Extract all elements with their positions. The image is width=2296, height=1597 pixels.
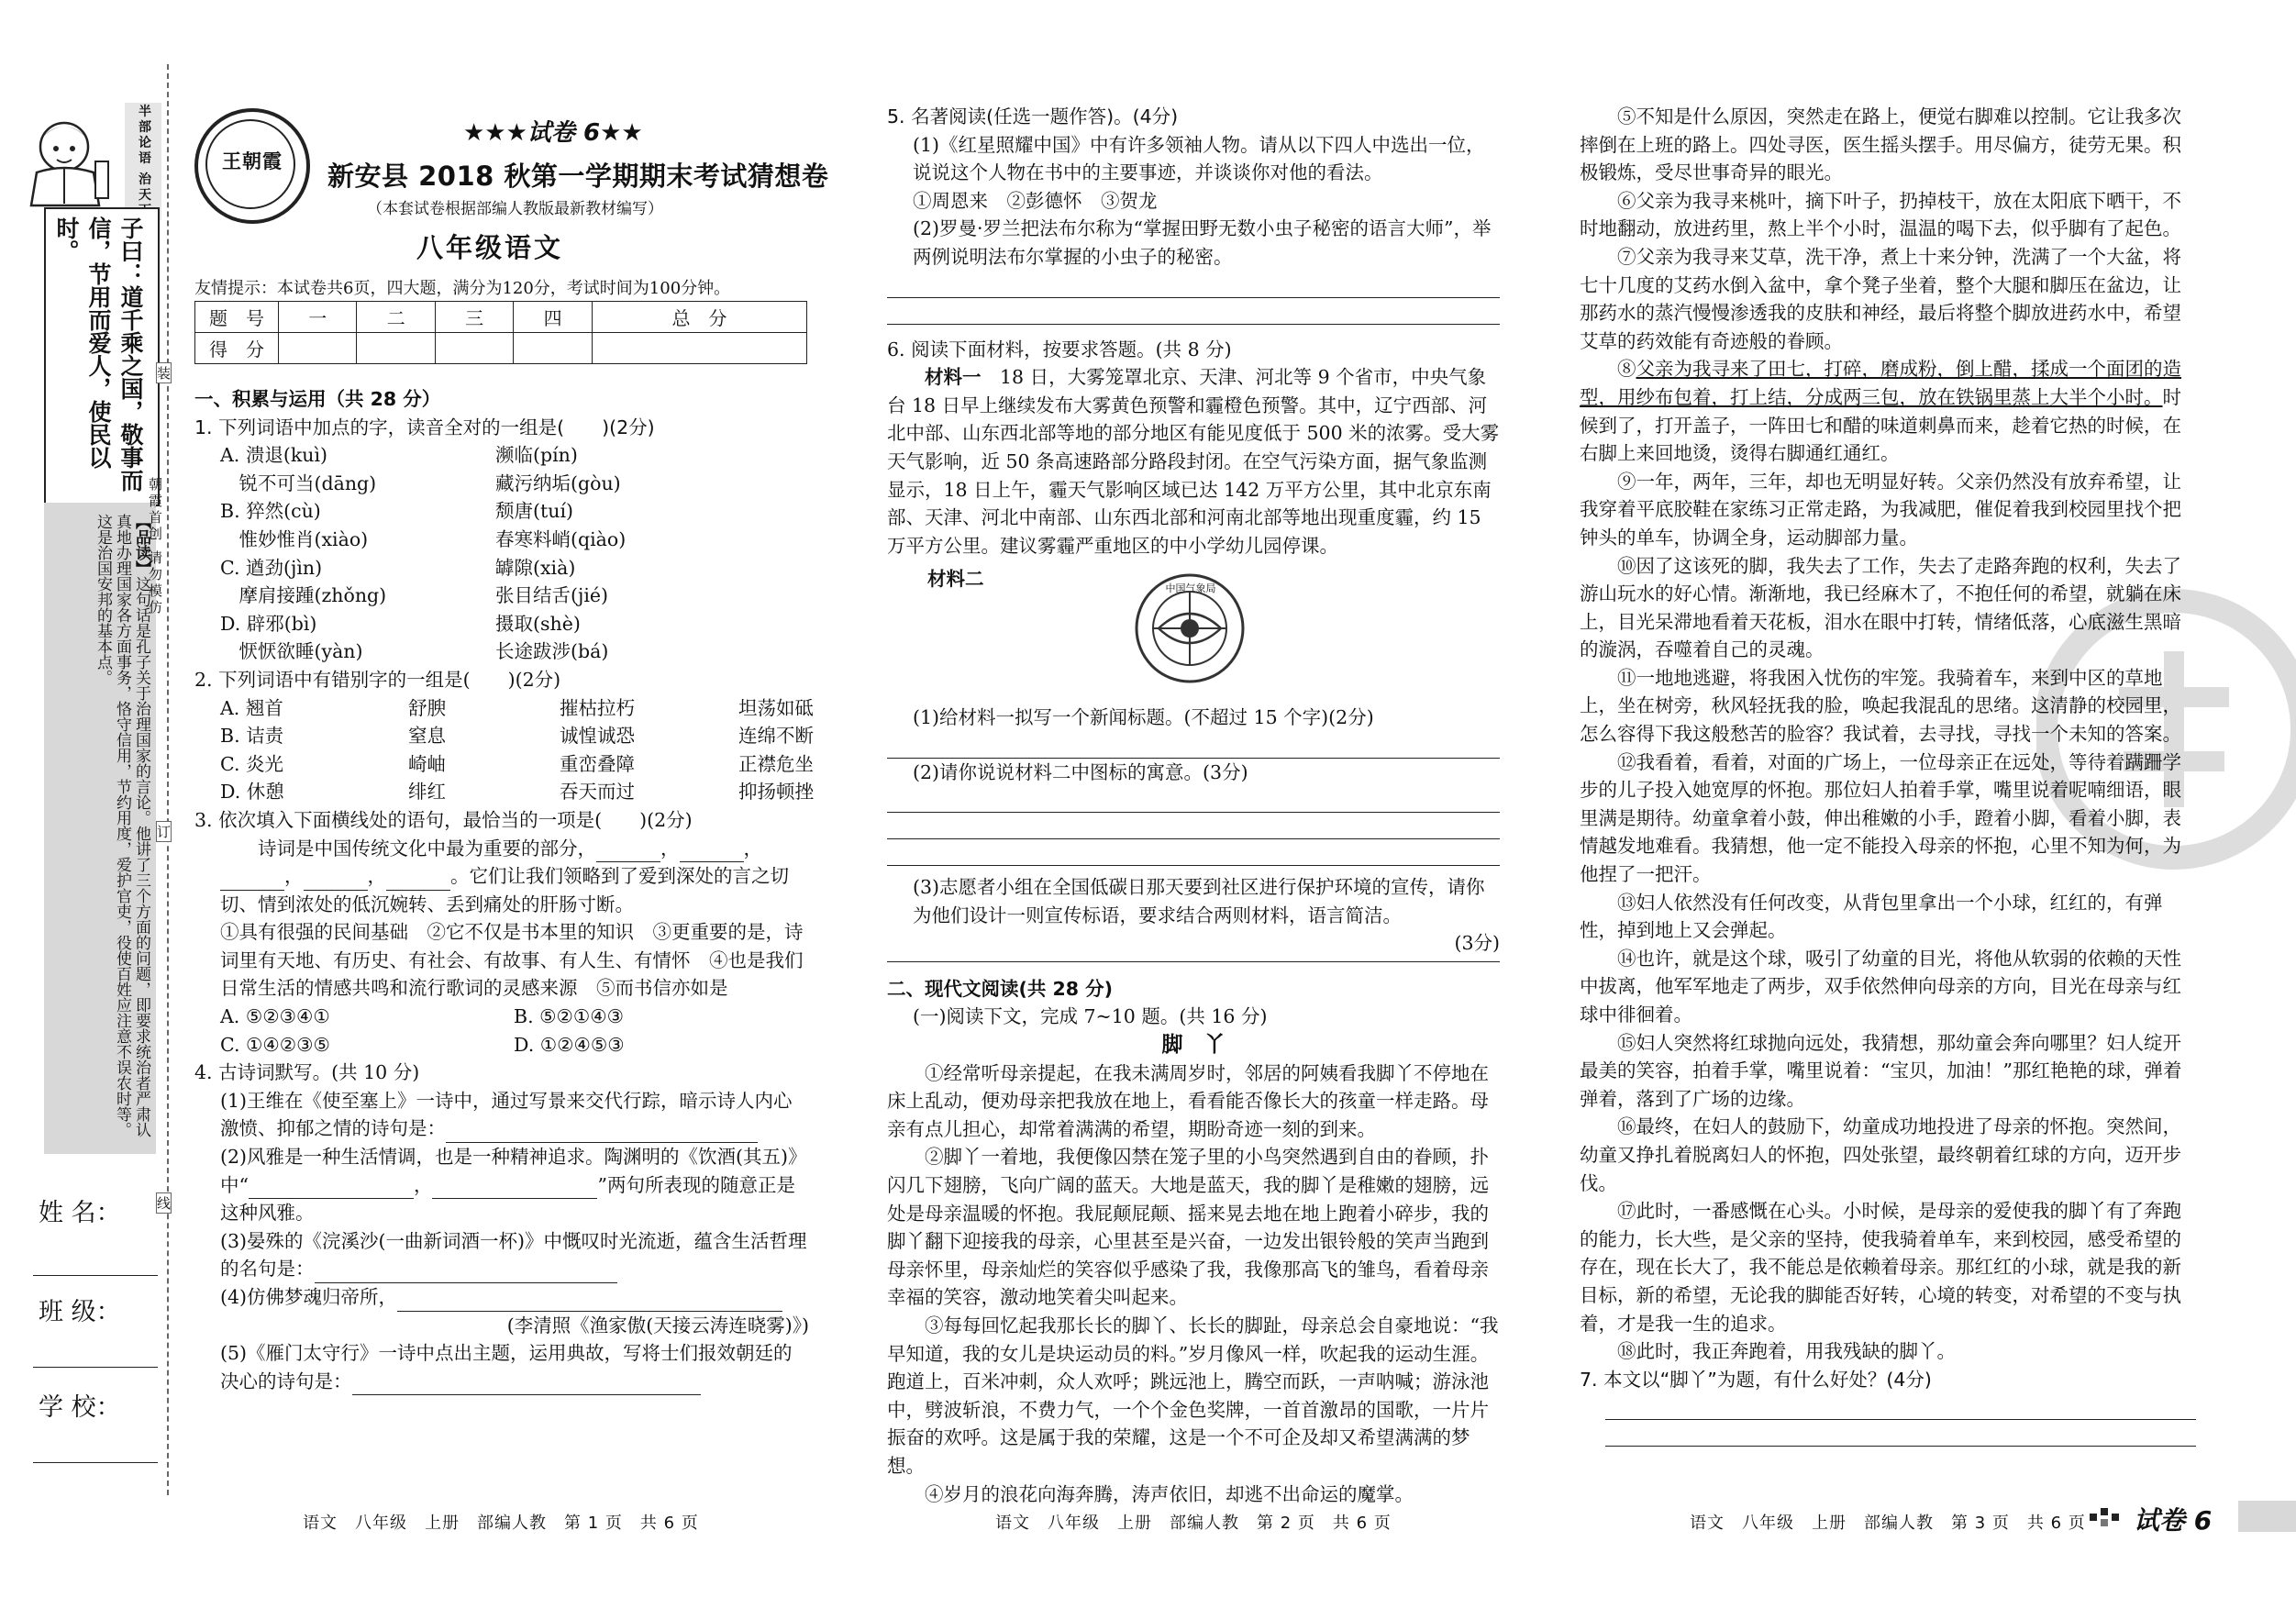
column-2: 5. 名著阅读(任选一题作答)。(4分) (1)《红星照耀中国》中有许多领袖人物。请从以下四人中选出一位，说说这个人物在书中的主要事迹，并谈谈你对他的看法。 ①周恩来 ②彭德怀 ③贺龙 (2)罗曼·罗兰把法布尔称为“掌握田野无数小虫子秘密的语言大师”，举两例说明法布尔掌握的小虫子的秘密。 6. 阅读下面材料，按要求答题。(共 8 分) 材料一 18 日，大雾笼罩北京、天津、河北等 9 个省市，中央气象台 18 日早上继续发布大雾黄色预警和霾橙色预警。其中，辽宁西部、河北中部、山东西北部等地的部分地区有能见度低于 500 米的浓雾。受大雾天气影响，近 50 条高速路部分路段封闭。在空气污染方面，据气象监测显示，18 日上午，霾天气影响区域已达 142 万平方公里，其中北京东南部、天津、河北中南部、山东西北部和河南北部等地出现重度霾，约 15 万平方公里。建议雾霾严重地区的中小学幼儿园停课。 材料二 中国气象局 (1)给材料一拟写一个新闻标题。(不超过 15 个字)(2分) (2)请你说说材料二中图标的寓意。(3分) (3)志愿者小组在全国低碳日那天要到社区进行保护环境的宣传，请你为他们设计一则宣传标语，要求结合两则材料，语言简洁。 (3分) 二、现代文阅读(共 28 分) (一)阅读下文，完成 7~10 题。(共 16 分) 脚 丫 ①经常听母亲提起，在我未满周岁时，邻居的阿姨看我脚丫不停地在床上乱动，便劝母亲把我放在地上，看看能否像长大的孩童一样走路。母亲有点儿担心，却常着满满的希望，期盼奇迹一刻的到来。 ②脚丫一着地，我便像囚禁在笼子里的小鸟突然遇到自由的眷顾，扑闪几下翅膀，飞向广阔的蓝天。大地是蓝天，我的脚丫是稚嫩的翅膀，远处是母亲温暖的怀抱。我屁颠屁颠、摇来晃去地在地上跑着小碎步，我的脚丫翻下迎接我的母亲，心里甚至是兴奋，一边发出银铃般的笑声当跑到母亲怀里，母亲灿烂的笑容似乎感染了我，我像那高飞的雏鸟，看着母亲幸福的笑容，激动地笑着尖叫起来。 ③每每回忆起我那长长的脚丫、长长的脚趾，母亲总会自豪地说：“我早知道，我的女儿是块运动员的料。”岁月像风一样，吹起我的运动生涯。跑道上，百米冲刺，众人欢呼；跳远池上，腾空而跃，一声呐喊；游泳池中，劈波斩浪，不费力气，一个个金色奖牌，一首首激昂的国歌，一片片振奋的欢呼。这是属于我的荣耀，这是一个不可企及却又希望满满的梦想。 ④岁月的浪花向海奔腾，涛声依旧，却逃不出命运的魔掌。 <box>887 103 1500 1508</box>
column-3: ⑤不知是什么原因，突然走在路上，便觉右脚难以控制。它让我多次摔倒在上班的路上。四处寻医，医生摇头摆手。用尽偏方，徒劳无果。积极锻炼，受尽世事奇异的眼光。 ⑥父亲为我寻来桃叶，摘下叶子，扔掉枝干，放在太阳底下晒干，不时地翻动，放进药里，熬上半个小时，温温的喝下去，似乎脚有了起色。 ⑦父亲为我寻来艾草，洗干净，煮上十来分钟，洗满了一个大盆，将七十几度的艾药水倒入盆中，拿个凳子坐着，整个大腿和脚压在盆边，让那药水的蒸汽慢慢渗透我的皮肤和神经，最后将整个脚放进药水中，希望艾草的药效能有奇迹般的眷顾。 ⑧父亲为我寻来了田七，打碎，磨成粉，倒上醋，揉成一个面团的造型，用纱布包着，打上结，分成两三包，放在铁锅里蒸上大半个小时。时候到了，打开盖子，一阵田七和醋的味道刺鼻而来，趁着它热的时候，在右脚上来回地烫，烫得右脚通红通红。 ⑨一年，两年，三年，却也无明显好转。父亲仍然没有放弃希望，让我穿着平底胶鞋在家练习正常走路，为我减肥，催促着我到校园里找个把钟头的单车，协调全身，运动脚部力量。 ⑩因了这该死的脚，我失去了工作，失去了走路奔跑的权利，失去了游山玩水的好心情。渐渐地，我已经麻木了，不抱任何的希望，就躺在床上，目光呆滞地看着天花板，泪水在眼中打转，情绪低落，心底滋生黑暗的漩涡，吞噬着自己的灵魂。 ⑪一地地逃避，将我困入忧伤的牢笼。我骑着车，来到中区的草地上，坐在树旁，秋风轻抚我的脸，唤起我混乱的思绪。这清静的校园里，怎么容得下我这般愁苦的脸容？我试着，去寻找，寻找一个未知的答案。 ⑫我看着，看着，对面的广场上，一位母亲正在远处，等待着蹒跚学步的儿子投入她宽厚的怀抱。那位妇人拍着手掌，嘴里说着呢喃细语，眼里满是期待。幼童拿着小鼓，伸出稚嫩的小手，蹬着小脚，看着小脚，表情越发地难看。我猜想，他一定不能投入母亲的怀抱，心里不知为何，为他捏了一把汗。 ⑬妇人依然没有任何改变，从背包里拿出一个小球，红红的，有弹性，掉到地上又会弹起。 ⑭也许，就是这个球，吸引了幼童的目光，将他从软弱的依赖的天性中拔离，他军军地走了两步，双手依然伸向母亲的方向，目光在母亲与红球中徘徊着。 ⑮妇人突然将红球抛向远处，我猜想，那幼童会奔向哪里？妇人绽开最美的笑容，拍着手掌，嘴里说着：“宝贝，加油！”那红艳艳的球，弹着弹着，落到了广场的边缘。 ⑯最终，在妇人的鼓励下，幼童成功地投进了母亲的怀抱。突然间，幼童又挣扎着脱离妇人的怀抱，四处张望，最终朝着红球的方向，迈开步伐。 ⑰此时，一番感慨在心头。小时候，是母亲的爱使我的脚丫有了奔跑的能力，长大些，是父亲的坚持，使我骑着单车，来到校园，感受希望的存在，现在长大了，我不能总是依赖着母亲。那红红的小球，就是我的新目标，新的希望，无论我的脚能否好转，心境的转变，对希望的不变与执着，才是我一生的追求。 ⑱此时，我正奔跑着，用我残缺的脚丫。 7. 本文以“脚丫”为题，有什么好处？(4分) <box>1580 103 2196 1447</box>
answer-line[interactable] <box>887 786 1500 813</box>
binding-mark: 装 <box>156 362 172 383</box>
footer-page-3: 语文 八年级 上册 部编人教 第 3 页 共 6 页 <box>1690 1514 2086 1533</box>
sidebar <box>0 0 174 1597</box>
answer-blank[interactable] <box>249 1198 414 1199</box>
score-cell[interactable] <box>357 333 435 364</box>
question-3-items: ①具有很强的民间基础 ②它不仅是书本里的知识 ③更重要的是，诗词里有天地、有历史、有社会、有故事、有人生、有情怀 ④也是我们日常生活的情感共鸣和流行歌词的灵感来源 ⑤而书信亦如是 <box>220 921 804 1000</box>
score-cell[interactable] <box>279 333 357 364</box>
score-cell[interactable] <box>592 333 806 364</box>
section-1-heading: 一、积累与运用（共 28 分） <box>194 388 441 410</box>
answer-line[interactable] <box>887 813 1500 839</box>
copyright-note: 朝霞首创 请勿模仿 <box>147 477 163 616</box>
paper-number: ★★★试卷 6★★ <box>463 119 643 147</box>
sidebar-quote: 子曰：道千乘之国，敬事而信，节用而爱人，使民以时。 <box>53 216 144 492</box>
answer-line[interactable] <box>887 732 1500 759</box>
reading-text: 【品读】这句话是孔子关于治理国家的言论。他讲了三个方面的问题，即要求统治者严肃认真地办理国家各方面事务，恪守信用，节约用度，爱护官吏，役使百姓应注意不误农时等。这是治国安邦的基本点。 <box>94 514 150 1137</box>
answer-line[interactable] <box>887 272 1500 298</box>
binding-mark: 订 <box>156 821 172 842</box>
question-7: 7. 本文以“脚丫”为题，有什么好处？(4分) <box>1580 1368 1932 1391</box>
name-label: 姓 名： <box>39 1199 121 1227</box>
exam-title: 新安县 2018 秋第一学期期末考试猜想卷 <box>327 161 829 192</box>
brand-logo: 王朝霞 <box>194 108 310 224</box>
answer-line[interactable] <box>887 839 1500 866</box>
question-2: 2. 下列词语中有错别字的一组是( )(2分) <box>194 668 561 691</box>
answer-blank[interactable] <box>432 1198 597 1199</box>
footer-dots <box>2090 1504 2126 1532</box>
footer-page-1: 语文 八年级 上册 部编人教 第 1 页 共 6 页 <box>303 1514 699 1533</box>
paper-tag: 试卷 6 <box>2134 1505 2213 1536</box>
school-field[interactable] <box>33 1462 158 1463</box>
answer-line[interactable] <box>1605 1420 2196 1447</box>
answer-line[interactable] <box>1605 1393 2196 1420</box>
score-cell[interactable] <box>514 333 592 364</box>
underlined-sentence: 父亲为我寻来了田七，打碎，磨成粉，倒上醋，揉成一个面团的造型，用纱布包着，打上结，分成两三包，放在铁锅里蒸上大半个小时。 <box>1580 358 2181 408</box>
class-label: 班 级： <box>39 1298 121 1326</box>
name-field[interactable] <box>33 1275 158 1276</box>
exam-tips: 友情提示：本试卷共6页，四大题，满分为120分，考试时间为100分钟。 <box>194 279 731 298</box>
emblem-area <box>887 582 1500 704</box>
answer-blank[interactable] <box>352 1394 701 1395</box>
column-1: 一、积累与运用（共 28 分） 1. 下列词语中加点的字，读音全对的一组是( )(2分) A. 溃退(kuì) 濒临(pín) 锐不可当(dāng) 藏污纳垢(gòu) B. 猝然(cù) 颓唐(tuí) 惟妙惟肖(xiào) 春寒料峭(qiào) C. 遒劲(jìn) 罅隙(xià) 摩肩接踵(zhǒng) 张目结舌(jié) D. 辟邪(bì) 摄取(shè) 恹恹欲睡(yàn) 长途跋涉(bá) 2. 下列词语中有错别字的一组是( )(2分) A. 翘首 舒腴 摧枯拉朽 坦荡如砥 B. 诘责 窒息 诚惶诚恐 连绵不断 C. 炎光 崎岫 重峦叠障 正襟危坐 D. 休憩 绯红 吞天而过 抑扬顿挫 3. 依次填入下面横线处的语句，最恰当的一项是( )(2分) 诗词是中国传统文化中最为重要的部分， ， ，， ， 。它们让我们领略到了爱到深处的言之切切、情到浓处的低沉婉转、丢到痛处的肝肠寸断。 ①具有很强的民间基础 ②它不仅是书本里的知识 ③更重要的是，诗词里有天地、有历史、有社会、有故事、有人生、有情怀 ④也是我们日常生活的情感共鸣和流行歌词的灵感来源 ⑤而书信亦如是 A. ⑤②③④① B. ⑤②①④③ C. ①④②③⑤ D. ①②④⑤③ 4. 古诗词默写。(共 10 分) (1)王维在《使至塞上》一诗中，通过写景来交代行踪，暗示诗人内心激愤、抑郁之情的诗句是： (2)风雅是一种生活情调，也是一种精神追求。陶渊明的《饮酒(其五)》中“ ， ”两句所表现的随意正是这种风雅。 (3)晏殊的《浣溪沙(一曲新词酒一杯)》中慨叹时光流逝，蕴含生活哲理的名句是： (4)仿佛梦魂归帝所， (李清照《渔家傲(天接云涛连晓雾)》) (5)《雁门太守行》一诗中点出主题，运用典故，写将士们报效朝廷的决心的诗句是： <box>194 385 809 1395</box>
question-5: 5. 名著阅读(任选一题作答)。(4分) <box>887 105 1179 128</box>
section-2-heading: 二、现代文阅读(共 28 分) <box>887 977 1114 1000</box>
answer-line[interactable] <box>887 298 1500 325</box>
binding-line <box>167 64 169 1495</box>
exam-note: （本套试卷根据部编人教版最新教材编写） <box>367 200 663 218</box>
footer-page-2: 语文 八年级 上册 部编人教 第 2 页 共 6 页 <box>995 1514 1392 1533</box>
score-table: 题 号 一 二 三 四 总 分 得 分 <box>194 301 807 364</box>
question-1: 1. 下列词语中加点的字，读音全对的一组是( )(2分) <box>194 416 655 438</box>
question-3: 3. 依次填入下面横线处的语句，最恰当的一项是( )(2分) <box>194 808 693 831</box>
watermark-seal-icon <box>2036 587 2296 871</box>
question-6: 6. 阅读下面材料，按要求答题。(共 8 分) <box>887 338 1232 360</box>
binding-mark: 线 <box>156 1192 172 1214</box>
question-4: 4. 古诗词默写。(共 10 分) <box>194 1061 420 1084</box>
class-field[interactable] <box>33 1367 158 1368</box>
school-label: 学 校： <box>39 1393 121 1422</box>
motto-small: 半 部 论 语 治 天 <box>139 105 151 203</box>
essay-title: 脚 丫 <box>1161 1033 1226 1058</box>
confucius-cartoon-icon <box>17 108 125 207</box>
subject-title: 八年级语文 <box>416 232 564 263</box>
score-cell[interactable] <box>435 333 513 364</box>
emblem-text: 中国气象局 <box>1165 582 1216 594</box>
corner-bar <box>2238 1501 2296 1532</box>
